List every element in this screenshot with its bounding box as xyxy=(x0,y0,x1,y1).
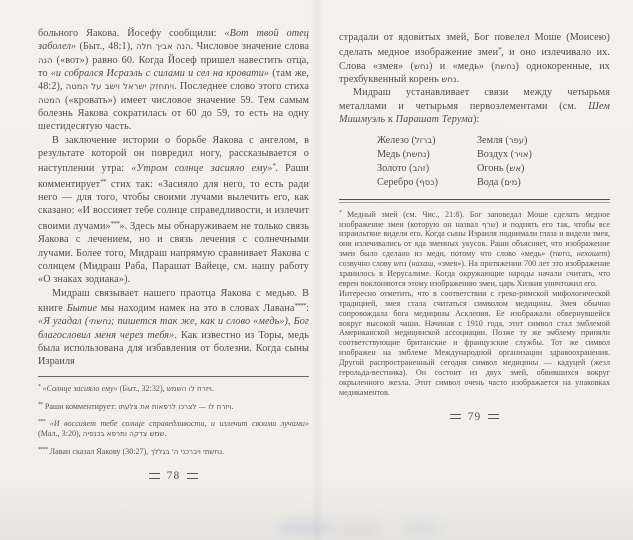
text-run: , xyxy=(570,249,577,259)
text-run: ) и поднять его так, чтобы все израильтяне видели его. Когда сыны Израиля поднимали глаза и видели змея, они излечивались от яда змеиных укусов. Раши объясняет, что изображение змеи было сделано из меди, потому что слово «медь» ( xyxy=(339,219,610,259)
table-cell: Воздух (אויר) xyxy=(477,149,532,161)
hebrew-text: ויתחזק ישראל וישב על המטה xyxy=(65,81,175,92)
text-run: . Как известно из Торы, медь была использована для избавления от болезни. Когда сыны Израиля xyxy=(38,329,309,368)
text-run: «Вот твой отец заболел» xyxy=(38,28,309,53)
text-run: «Утром солнце засияло ему» xyxy=(131,163,273,175)
text-run: . xyxy=(222,447,225,457)
table-row xyxy=(377,134,610,148)
text-run: нехошет xyxy=(576,249,608,259)
right-page-footnote xyxy=(339,209,610,398)
footnote xyxy=(339,289,610,398)
text-run: ( xyxy=(406,259,412,269)
page-ornament-bars xyxy=(450,414,461,420)
text-run: «и собрался Исраэль с силами и сел на кровати» xyxy=(50,68,270,80)
footnote-marker: *** xyxy=(38,419,46,426)
text-run: «Я угадал ( xyxy=(38,316,89,328)
hebrew-text: שמש צדקה ומרפא בכנפיה xyxy=(82,429,165,439)
text-run: Раши комментирует: xyxy=(42,401,119,411)
hebrew-text: נחש xyxy=(393,259,407,269)
footnote-marker: * xyxy=(339,209,342,216)
text-run: . Раши комментирует xyxy=(38,163,309,190)
footnote-marker: * xyxy=(498,46,502,55)
scan-artifact xyxy=(402,522,442,534)
hebrew-text: הנה xyxy=(38,54,53,65)
hebrew-text: המטה xyxy=(38,94,61,105)
footnote-marker: ** xyxy=(38,401,43,408)
hebrew-text: ויזרח לו — לצרכו לרפאות את צלעתו xyxy=(118,401,232,411)
left-page-text xyxy=(38,27,309,369)
text-run: В заключение истории о борьбе Яакова с ангелом, в результате которой он повредил ногу, рассказывается о наступлении утра: xyxy=(38,134,309,175)
text-run: . xyxy=(211,383,214,393)
table-row xyxy=(377,176,610,190)
text-run: ; пишется так же, как и слово «медь»), Бог благословил меня через тебя» xyxy=(38,316,310,341)
text-run: к xyxy=(385,114,396,126)
text-run: . xyxy=(231,401,234,411)
hebrew-text: ברזל xyxy=(414,135,433,146)
footnote-marker: * xyxy=(38,383,41,390)
hebrew-text: ויזרח לו השמש xyxy=(166,383,212,393)
footnote-separator-right xyxy=(339,199,610,203)
footnote-marker: ** xyxy=(100,177,107,186)
paragraph xyxy=(38,27,309,134)
text-run: («кровать») имеет числовое значение 59. Тем самым болезнь Яакова сократилась от 60 до 59, то есть на одну шестидесятую часть. xyxy=(38,94,309,133)
text-run: (Быт., 48:1), xyxy=(76,41,137,53)
right-page-column xyxy=(339,31,610,423)
hebrew-text: הנה אביך חלה xyxy=(136,41,191,52)
text-run: нахаш xyxy=(411,259,434,269)
page-gutter-shadow xyxy=(311,0,323,540)
hebrew-text: נחשת xyxy=(406,149,427,160)
hebrew-text: נחשתי ויברכני ה' בגללך xyxy=(150,447,223,457)
footnote xyxy=(38,446,309,457)
footnote xyxy=(38,383,309,394)
paragraph xyxy=(339,86,610,126)
table-cell: Железо (ברזל) xyxy=(377,135,436,147)
metals-elements-table xyxy=(377,134,610,189)
hebrew-text: נחשתי xyxy=(88,316,111,327)
footnote-marker: **** xyxy=(294,301,307,310)
text-run: (там же, 48:2), xyxy=(38,68,309,93)
table-cell: Земля (עפר) xyxy=(477,135,528,147)
text-run: Мидраш устанавливает связи между четырьмя металлами и четырьмя первоэлементами (см. xyxy=(339,87,610,112)
footnote xyxy=(339,209,610,289)
text-run: , и оно излечивало их. Слова «змея» ( xyxy=(339,47,610,72)
paragraph xyxy=(38,134,309,287)
text-run: ) и «медь» ( xyxy=(429,60,495,72)
scan-artifact xyxy=(276,521,334,534)
page-number-right xyxy=(339,411,610,423)
scan-artifact xyxy=(336,524,382,535)
text-run: . xyxy=(164,429,167,439)
text-run: (Быт., 32:32), xyxy=(117,383,167,393)
table-row xyxy=(377,148,610,162)
table-cell: Вода (מים) xyxy=(477,176,521,188)
text-run: ) созвучно слову xyxy=(339,249,610,269)
text-run: ». Здесь мы обнаруживаем не только связь Яакова с лечением, но и связь лечения с солнечными лучами. Более того, Мидраш напрямую сравнивает Яакова с солнцем (Мидраш Раба, Парашат Вайеце, см. нашу работу «О знаках зодиака»). xyxy=(38,220,309,286)
table-cell: Огонь (אש) xyxy=(477,163,525,174)
hebrew-text: שרף xyxy=(481,219,496,229)
text-run: больного Яакова. Йосефу сообщили: xyxy=(38,28,225,39)
text-run: . xyxy=(456,74,460,86)
table-cell: Медь (נחשת) xyxy=(377,149,430,161)
hebrew-text: נחשת xyxy=(552,249,571,259)
text-run: , «змея»). На протяжении 700 лет это изображение хранилось в Иерусалиме. Когда окружающие народы начали считать, что евреи поклоняются этому изображению змеи, царь Хизкия уничтожил его. xyxy=(339,259,610,288)
text-run: Парашат Терума xyxy=(395,114,473,126)
page-number-left xyxy=(38,470,309,482)
text-run: страдали от ядовитых змей, Бог повелел Моше (Моисею) сделать медное изображение змеи xyxy=(339,32,610,59)
left-page-column xyxy=(38,27,309,482)
hebrew-text: זהב xyxy=(412,163,426,173)
hebrew-text: כסף xyxy=(419,176,435,187)
hebrew-text: נחש xyxy=(413,60,430,71)
text-run: «Солнце засияло ему» xyxy=(42,383,118,393)
page-number-value: 78 xyxy=(166,470,181,483)
page-ornament-bars xyxy=(187,473,198,479)
hebrew-text: נחש xyxy=(441,74,457,85)
hebrew-text: אש xyxy=(509,163,521,173)
text-run: мы находим намек на это в словах Лавана xyxy=(97,302,295,314)
text-run: Бытие xyxy=(66,302,98,314)
text-run: ) однокоренные, их трехбуквенный корень xyxy=(339,60,610,86)
footnote-separator-left xyxy=(38,376,309,377)
text-run: «И воссияет тебе солнце справедливости, и излечит своими лучами» xyxy=(49,419,309,429)
text-run: стих так: «Засияло для него, то есть ради него — для того, чтобы своими лучами вылечить его, как сказано: «И воссияет тебе солнце справедливости, и излечит своими лучами» xyxy=(38,178,309,232)
paragraph xyxy=(339,31,610,86)
table-row xyxy=(377,162,610,176)
footnote-marker: **** xyxy=(38,447,48,454)
paragraph xyxy=(38,287,309,369)
table-cell: Золото (זהב) xyxy=(377,163,430,174)
text-run: . Числовое значение слова xyxy=(190,41,310,53)
page-ornament-bars xyxy=(149,473,160,479)
footnote-marker: * xyxy=(272,162,276,171)
hebrew-text: מים xyxy=(504,176,518,187)
table-cell: Серебро (כסף) xyxy=(377,176,439,188)
text-run: Шем Мишмуэль xyxy=(339,100,610,126)
text-run: («вот») равно 60. Когда Йосеф пришел навестить отца, то xyxy=(38,54,309,80)
text-run: ): xyxy=(473,114,480,126)
left-page-footnotes xyxy=(38,383,309,458)
text-run: Интересно отметить, что в соответствии с греко-римской мифологической традицией, змея стала считаться символом медицины. Змея обычно сопровождала бога медицины Асклепия. Ее изображали обвернувшейся вокруг высокой чаши. Начиная с 1910 года, этот символ стал эмблемой Американской медицинской ассоциации. Позже ту же эмблему приняли соответствующие британские и французские службы. Тот же символ изображен на эмблеме Международной организации здравоохранения. Другой распространенный сегодня символ медицины — кадуцей (жезл герольда-вестника). Он состоит из двух змей, обвившихся вокруг окрыленного жезла. Этот символ очень часто изображается на упаковках медикаментов. xyxy=(339,288,610,397)
text-run: Медный змей (см. Чис., 21:8). Бог заповедал Моше сделать медное изображение змеи (которую он назвал xyxy=(339,209,610,229)
right-page-text xyxy=(339,31,610,126)
hebrew-text: אויר xyxy=(514,149,529,160)
text-run: Мидраш связывает нашего праотца Яакова с медью. В книге xyxy=(38,287,309,314)
hebrew-text: נחשת xyxy=(494,60,516,71)
footnote-marker: *** xyxy=(110,219,120,228)
text-run: . Последнее слово этого стиха xyxy=(174,81,309,93)
text-run: Лаван сказал Яакову (30:27), xyxy=(47,447,151,457)
footnote xyxy=(38,401,309,412)
page-ornament-bars xyxy=(488,414,499,420)
text-run: : xyxy=(306,302,309,314)
footnote xyxy=(38,418,309,439)
page-number-value: 79 xyxy=(467,410,482,423)
hebrew-text: עפר xyxy=(508,135,524,146)
text-run: (Мал., 3:20), xyxy=(38,429,83,439)
